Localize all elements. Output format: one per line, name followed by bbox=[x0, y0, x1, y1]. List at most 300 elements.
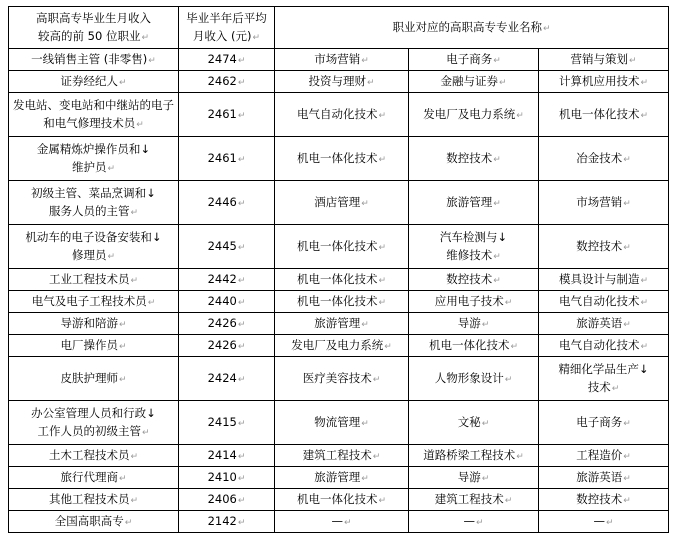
occupation-cell-line: 办公室管理人员和行政↓ bbox=[31, 405, 156, 420]
occupation-cell-text bbox=[49, 446, 138, 466]
major-cell bbox=[409, 335, 539, 357]
paragraph-mark-icon: ↵ bbox=[130, 207, 139, 218]
paragraph-mark-icon: ↵ bbox=[141, 32, 149, 43]
occupation-cell bbox=[9, 357, 179, 401]
major-cell-text bbox=[458, 468, 490, 488]
major-cell-text bbox=[297, 270, 386, 290]
paragraph-mark-icon: ↵ bbox=[237, 473, 246, 484]
paragraph-mark-icon: ↵ bbox=[118, 77, 127, 88]
paragraph-mark-icon: ↵ bbox=[237, 55, 246, 66]
header-income-line: 毕业半年后平均 bbox=[186, 10, 267, 25]
paragraph-mark-icon: ↵ bbox=[640, 297, 649, 308]
major-cell-text bbox=[435, 369, 513, 389]
occupation-cell-line: 皮肤护理师 bbox=[60, 370, 118, 385]
table-row bbox=[9, 291, 669, 313]
paragraph-mark-icon: ↵ bbox=[237, 154, 246, 165]
header-income-line: 月收入 (元) bbox=[192, 28, 252, 43]
occupation-cell-line: 服务人员的主管 bbox=[48, 203, 130, 218]
major-cell bbox=[539, 357, 669, 401]
major-cell-line: 数控技术 bbox=[576, 238, 623, 253]
major-cell bbox=[539, 489, 669, 511]
income-cell-line: 2410 bbox=[207, 469, 237, 484]
major-cell-line: 机电一体化技术 bbox=[296, 271, 378, 286]
major-cell bbox=[275, 401, 409, 445]
occupation-cell-line: 电厂操作员 bbox=[60, 337, 118, 352]
major-cell-text bbox=[435, 490, 513, 510]
major-cell-line: 机电一体化技术 bbox=[558, 106, 640, 121]
paragraph-mark-icon: ↵ bbox=[147, 297, 156, 308]
income-cell-text bbox=[208, 490, 246, 510]
major-cell-text bbox=[446, 149, 501, 169]
income-cell-text bbox=[208, 72, 246, 92]
occupation-cell bbox=[9, 445, 179, 467]
occupation-cell-line: 一线销售主管 (非零售) bbox=[31, 51, 148, 66]
paragraph-mark-icon: ↵ bbox=[361, 198, 369, 209]
header-occupation-line: 较高的前 50 位职业 bbox=[38, 28, 141, 43]
table-row bbox=[9, 181, 669, 225]
major-cell-line: 数控技术 bbox=[446, 271, 493, 286]
table-row bbox=[9, 137, 669, 181]
major-cell-text bbox=[576, 413, 631, 433]
income-cell-line: 2414 bbox=[207, 447, 237, 462]
table-row bbox=[9, 489, 669, 511]
income-cell bbox=[179, 49, 275, 71]
major-cell-line: — bbox=[331, 513, 343, 528]
major-cell-text bbox=[576, 314, 631, 334]
occupation-cell-text bbox=[60, 369, 126, 389]
major-cell bbox=[409, 269, 539, 291]
table-row bbox=[9, 269, 669, 291]
paragraph-mark-icon: ↵ bbox=[107, 251, 116, 262]
income-cell bbox=[179, 357, 275, 401]
major-cell bbox=[539, 401, 669, 445]
major-cell-text bbox=[303, 446, 381, 466]
header-majors-line: 职业对应的高职高专专业名称 bbox=[392, 19, 542, 34]
major-cell-line: 电气自动化技术 bbox=[296, 106, 378, 121]
major-cell-line: 酒店管理 bbox=[314, 194, 361, 209]
occupation-cell-line: 电气及电子工程技术员 bbox=[31, 293, 147, 308]
major-cell bbox=[275, 93, 409, 137]
paragraph-mark-icon: ↵ bbox=[237, 110, 246, 121]
header-row bbox=[9, 7, 669, 49]
occupation-cell-line: 维护员 bbox=[71, 159, 107, 174]
occupation-cell-text bbox=[60, 314, 126, 334]
major-cell-line: 投资与理财 bbox=[308, 73, 366, 88]
major-cell-line: 模具设计与制造 bbox=[558, 271, 640, 286]
paragraph-mark-icon: ↵ bbox=[611, 383, 620, 394]
header-occupation bbox=[9, 7, 179, 49]
paragraph-mark-icon: ↵ bbox=[640, 275, 649, 286]
major-cell bbox=[539, 93, 669, 137]
major-cell-line: 建筑工程技术 bbox=[302, 447, 372, 462]
major-cell-text bbox=[291, 336, 392, 356]
income-cell-line: 2461 bbox=[207, 106, 237, 121]
income-cell-text bbox=[208, 292, 246, 312]
major-cell bbox=[275, 269, 409, 291]
table-row bbox=[9, 49, 669, 71]
paragraph-mark-icon: ↵ bbox=[118, 473, 127, 484]
paragraph-mark-icon: ↵ bbox=[136, 119, 144, 130]
income-cell-line: 2446 bbox=[207, 194, 237, 209]
income-cell-text bbox=[208, 314, 246, 334]
major-cell-line: 计算机应用技术 bbox=[558, 73, 640, 88]
income-cell-line: 2474 bbox=[207, 51, 237, 66]
occupation-cell-text bbox=[60, 468, 126, 488]
table-row bbox=[9, 357, 669, 401]
paragraph-mark-icon: ↵ bbox=[623, 495, 631, 506]
paragraph-mark-icon: ↵ bbox=[124, 517, 133, 528]
occupation-cell-text bbox=[60, 72, 126, 92]
major-cell bbox=[539, 71, 669, 93]
major-cell-text bbox=[576, 237, 631, 257]
income-cell-line: 2461 bbox=[207, 150, 237, 165]
paragraph-mark-icon: ↵ bbox=[516, 110, 524, 121]
income-cell bbox=[179, 313, 275, 335]
header-majors bbox=[275, 7, 669, 49]
paragraph-mark-icon: ↵ bbox=[118, 319, 127, 330]
occupation-cell-line: 全国高职高专 bbox=[54, 513, 124, 528]
major-cell bbox=[275, 489, 409, 511]
income-cell-text bbox=[208, 50, 246, 70]
income-cell-line: 2440 bbox=[207, 293, 237, 308]
paragraph-mark-icon: ↵ bbox=[366, 77, 375, 88]
major-cell-line: 旅游管理 bbox=[314, 469, 361, 484]
major-cell-line: 机电一体化技术 bbox=[296, 150, 378, 165]
occupation-cell-line: 机动车的电子设备安装和↓ bbox=[25, 229, 162, 244]
major-cell-line: 人物形象设计 bbox=[434, 370, 504, 385]
major-cell bbox=[409, 445, 539, 467]
paragraph-mark-icon: ↵ bbox=[130, 495, 139, 506]
occupation-cell-text bbox=[31, 404, 156, 442]
major-cell-line: 机电一体化技术 bbox=[296, 238, 378, 253]
paragraph-mark-icon: ↵ bbox=[504, 495, 513, 506]
major-cell-line: 数控技术 bbox=[446, 150, 493, 165]
major-cell-line: 数控技术 bbox=[576, 491, 623, 506]
paragraph-mark-icon: ↵ bbox=[640, 77, 649, 88]
income-cell-text bbox=[208, 193, 246, 213]
income-table-body bbox=[9, 7, 669, 533]
income-cell-text bbox=[208, 369, 246, 389]
occupation-cell-text bbox=[55, 512, 133, 532]
income-cell-text bbox=[208, 413, 246, 433]
major-cell-text bbox=[593, 512, 613, 532]
major-cell-text bbox=[303, 369, 381, 389]
table-row bbox=[9, 335, 669, 357]
header-occupation-text bbox=[36, 9, 151, 47]
header-income bbox=[179, 7, 275, 49]
major-cell-line: 工程造价 bbox=[576, 447, 623, 462]
paragraph-mark-icon: ↵ bbox=[237, 495, 246, 506]
paragraph-mark-icon: ↵ bbox=[623, 473, 631, 484]
major-cell-line: 建筑工程技术 bbox=[434, 491, 504, 506]
major-cell bbox=[275, 291, 409, 313]
table-row bbox=[9, 313, 669, 335]
paragraph-mark-icon: ↵ bbox=[378, 297, 387, 308]
major-cell bbox=[409, 357, 539, 401]
major-cell bbox=[539, 49, 669, 71]
paragraph-mark-icon: ↵ bbox=[481, 418, 490, 429]
paragraph-mark-icon: ↵ bbox=[623, 451, 631, 462]
major-cell-line: 医疗美容技术 bbox=[302, 370, 372, 385]
major-cell bbox=[539, 291, 669, 313]
paragraph-mark-icon: ↵ bbox=[252, 32, 261, 43]
major-cell-text bbox=[314, 314, 369, 334]
major-cell-text bbox=[458, 413, 490, 433]
occupation-cell bbox=[9, 511, 179, 533]
major-cell-text bbox=[559, 336, 648, 356]
major-cell-line: 旅游管理 bbox=[314, 315, 361, 330]
major-cell-text bbox=[576, 446, 631, 466]
major-cell bbox=[409, 313, 539, 335]
major-cell-text bbox=[314, 413, 369, 433]
paragraph-mark-icon: ↵ bbox=[640, 341, 649, 352]
major-cell bbox=[409, 71, 539, 93]
income-cell-line: 2462 bbox=[207, 73, 237, 88]
income-cell-line: 2415 bbox=[207, 414, 237, 429]
paragraph-mark-icon: ↵ bbox=[623, 319, 631, 330]
paragraph-mark-icon: ↵ bbox=[237, 319, 246, 330]
occupation-cell bbox=[9, 313, 179, 335]
paragraph-mark-icon: ↵ bbox=[378, 154, 387, 165]
income-cell bbox=[179, 93, 275, 137]
income-cell bbox=[179, 445, 275, 467]
paragraph-mark-icon: ↵ bbox=[361, 473, 369, 484]
occupation-cell-text bbox=[32, 292, 156, 312]
major-cell-text bbox=[440, 72, 506, 92]
paragraph-mark-icon: ↵ bbox=[516, 451, 524, 462]
income-cell bbox=[179, 489, 275, 511]
paragraph-mark-icon: ↵ bbox=[378, 110, 387, 121]
major-cell-line: 机电一体化技术 bbox=[428, 337, 510, 352]
major-cell-line: 精细化学品生产↓ bbox=[558, 361, 649, 376]
major-cell-text bbox=[308, 72, 374, 92]
major-cell bbox=[275, 335, 409, 357]
occupation-cell bbox=[9, 269, 179, 291]
occupation-cell-line: 其他工程技术员 bbox=[48, 491, 130, 506]
paragraph-mark-icon: ↵ bbox=[130, 275, 139, 286]
major-cell-line: 机电一体化技术 bbox=[296, 491, 378, 506]
table-row bbox=[9, 93, 669, 137]
major-cell-text bbox=[297, 105, 386, 125]
paragraph-mark-icon: ↵ bbox=[237, 77, 246, 88]
major-cell bbox=[539, 269, 669, 291]
occupation-cell bbox=[9, 401, 179, 445]
major-cell-line: 导游 bbox=[457, 469, 481, 484]
major-cell-line: 电气自动化技术 bbox=[558, 293, 640, 308]
major-cell-line: 冶金技术 bbox=[576, 150, 623, 165]
major-cell-text bbox=[576, 149, 631, 169]
income-table-container bbox=[8, 6, 668, 533]
occupation-cell-line: 和电气修理技术员 bbox=[43, 115, 136, 130]
income-cell bbox=[179, 467, 275, 489]
major-cell-line: 旅游管理 bbox=[446, 194, 493, 209]
income-cell bbox=[179, 269, 275, 291]
major-cell bbox=[409, 489, 539, 511]
paragraph-mark-icon: ↵ bbox=[372, 451, 381, 462]
paragraph-mark-icon: ↵ bbox=[361, 55, 369, 66]
income-cell-line: 2442 bbox=[207, 271, 237, 286]
major-cell bbox=[275, 225, 409, 269]
major-cell-line: 技术 bbox=[587, 379, 611, 394]
major-cell bbox=[275, 313, 409, 335]
occupation-cell bbox=[9, 93, 179, 137]
paragraph-mark-icon: ↵ bbox=[481, 473, 490, 484]
paragraph-mark-icon: ↵ bbox=[510, 341, 519, 352]
major-cell-line: 汽车检测与↓ bbox=[439, 229, 508, 244]
major-cell bbox=[275, 137, 409, 181]
paragraph-mark-icon: ↵ bbox=[378, 495, 387, 506]
major-cell-text bbox=[463, 512, 483, 532]
major-cell-text bbox=[297, 490, 386, 510]
occupation-cell bbox=[9, 225, 179, 269]
major-cell bbox=[275, 49, 409, 71]
major-cell-text bbox=[558, 360, 648, 398]
major-cell bbox=[409, 511, 539, 533]
major-cell-text bbox=[576, 193, 631, 213]
major-cell-text bbox=[423, 446, 524, 466]
major-cell-line: 金融与证券 bbox=[440, 73, 498, 88]
major-cell bbox=[409, 401, 539, 445]
paragraph-mark-icon: ↵ bbox=[237, 451, 246, 462]
major-cell bbox=[539, 181, 669, 225]
occupation-cell-line: 旅行代理商 bbox=[60, 469, 118, 484]
major-cell-line: 市场营销 bbox=[314, 51, 361, 66]
major-cell-text bbox=[559, 292, 648, 312]
major-cell-text bbox=[576, 468, 631, 488]
paragraph-mark-icon: ↵ bbox=[623, 154, 631, 165]
major-cell bbox=[275, 511, 409, 533]
income-cell-text bbox=[208, 237, 246, 257]
paragraph-mark-icon: ↵ bbox=[343, 517, 352, 528]
paragraph-mark-icon: ↵ bbox=[141, 427, 150, 438]
major-cell-line: 发电厂及电力系统 bbox=[423, 106, 516, 121]
paragraph-mark-icon: ↵ bbox=[237, 242, 246, 253]
occupation-cell-line: 发电站、变电站和中继站的电子 bbox=[13, 97, 174, 112]
paragraph-mark-icon: ↵ bbox=[237, 275, 246, 286]
major-cell-line: — bbox=[593, 513, 605, 528]
major-cell bbox=[539, 225, 669, 269]
paragraph-mark-icon: ↵ bbox=[623, 242, 631, 253]
major-cell-line: 旅游英语 bbox=[576, 469, 623, 484]
paragraph-mark-icon: ↵ bbox=[130, 451, 139, 462]
paragraph-mark-icon: ↵ bbox=[237, 374, 246, 385]
major-cell-line: 道路桥梁工程技术 bbox=[423, 447, 516, 462]
paragraph-mark-icon: ↵ bbox=[237, 341, 246, 352]
occupation-cell-text bbox=[60, 336, 126, 356]
major-cell bbox=[409, 225, 539, 269]
header-income-text bbox=[186, 9, 267, 47]
major-cell-line: 物流管理 bbox=[314, 414, 361, 429]
paragraph-mark-icon: ↵ bbox=[493, 198, 501, 209]
major-cell bbox=[539, 445, 669, 467]
paragraph-mark-icon: ↵ bbox=[378, 242, 387, 253]
table-row bbox=[9, 511, 669, 533]
income-cell bbox=[179, 71, 275, 93]
table-row bbox=[9, 225, 669, 269]
major-cell-line: 电子商务 bbox=[446, 51, 493, 66]
table-row bbox=[9, 445, 669, 467]
occupation-cell-text bbox=[37, 140, 150, 178]
major-cell bbox=[275, 71, 409, 93]
paragraph-mark-icon: ↵ bbox=[237, 517, 246, 528]
major-cell bbox=[409, 49, 539, 71]
paragraph-mark-icon: ↵ bbox=[372, 374, 381, 385]
income-cell-text bbox=[208, 270, 246, 290]
major-cell-line: 导游 bbox=[457, 315, 481, 330]
income-cell-line: 2424 bbox=[207, 370, 237, 385]
major-cell-text bbox=[331, 512, 351, 532]
occupation-cell-text bbox=[25, 228, 161, 266]
income-cell bbox=[179, 225, 275, 269]
occupation-cell bbox=[9, 291, 179, 313]
major-cell bbox=[409, 137, 539, 181]
paragraph-mark-icon: ↵ bbox=[605, 517, 614, 528]
paragraph-mark-icon: ↵ bbox=[628, 55, 637, 66]
major-cell-text bbox=[435, 292, 513, 312]
header-occupation-line: 高职高专毕业生月收入 bbox=[36, 10, 151, 25]
income-cell bbox=[179, 137, 275, 181]
major-cell-line: 机电一体化技术 bbox=[296, 293, 378, 308]
occupation-cell-line: 证券经纪人 bbox=[60, 73, 118, 88]
occupation-cell-line: 金属精炼炉操作员和↓ bbox=[36, 141, 151, 156]
occupation-cell bbox=[9, 467, 179, 489]
major-cell-text bbox=[559, 270, 648, 290]
major-cell-text bbox=[570, 50, 636, 70]
major-cell-text bbox=[423, 105, 524, 125]
occupation-cell-text bbox=[13, 96, 174, 134]
major-cell-text bbox=[446, 193, 501, 213]
paragraph-mark-icon: ↵ bbox=[361, 319, 369, 330]
major-cell-text bbox=[446, 270, 501, 290]
major-cell bbox=[409, 291, 539, 313]
income-cell bbox=[179, 291, 275, 313]
occupation-cell bbox=[9, 49, 179, 71]
paragraph-mark-icon: ↵ bbox=[640, 110, 649, 121]
occupation-cell-line: 土木工程技术员 bbox=[48, 447, 130, 462]
major-cell-text bbox=[314, 468, 369, 488]
paragraph-mark-icon: ↵ bbox=[118, 341, 127, 352]
occupation-cell-line: 导游和陪游 bbox=[60, 315, 118, 330]
major-cell bbox=[409, 93, 539, 137]
occupation-cell bbox=[9, 137, 179, 181]
paragraph-mark-icon: ↵ bbox=[148, 55, 156, 66]
income-cell-text bbox=[208, 149, 246, 169]
paragraph-mark-icon: ↵ bbox=[378, 275, 387, 286]
major-cell bbox=[409, 181, 539, 225]
major-cell bbox=[539, 137, 669, 181]
major-cell-text bbox=[297, 237, 386, 257]
income-cell-line: 2426 bbox=[207, 315, 237, 330]
major-cell-text bbox=[446, 50, 501, 70]
major-cell-text bbox=[429, 336, 518, 356]
income-cell-line: 2426 bbox=[207, 337, 237, 352]
paragraph-mark-icon: ↵ bbox=[107, 163, 116, 174]
paragraph-mark-icon: ↵ bbox=[623, 418, 631, 429]
table-row bbox=[9, 467, 669, 489]
paragraph-mark-icon: ↵ bbox=[237, 418, 246, 429]
major-cell-text bbox=[559, 72, 648, 92]
paragraph-mark-icon: ↵ bbox=[475, 517, 484, 528]
major-cell bbox=[409, 467, 539, 489]
paragraph-mark-icon: ↵ bbox=[481, 319, 490, 330]
income-cell bbox=[179, 181, 275, 225]
major-cell-text bbox=[458, 314, 490, 334]
paragraph-mark-icon: ↵ bbox=[493, 154, 501, 165]
paragraph-mark-icon: ↵ bbox=[493, 275, 501, 286]
paragraph-mark-icon: ↵ bbox=[504, 297, 513, 308]
paragraph-mark-icon: ↵ bbox=[623, 198, 631, 209]
major-cell bbox=[539, 511, 669, 533]
